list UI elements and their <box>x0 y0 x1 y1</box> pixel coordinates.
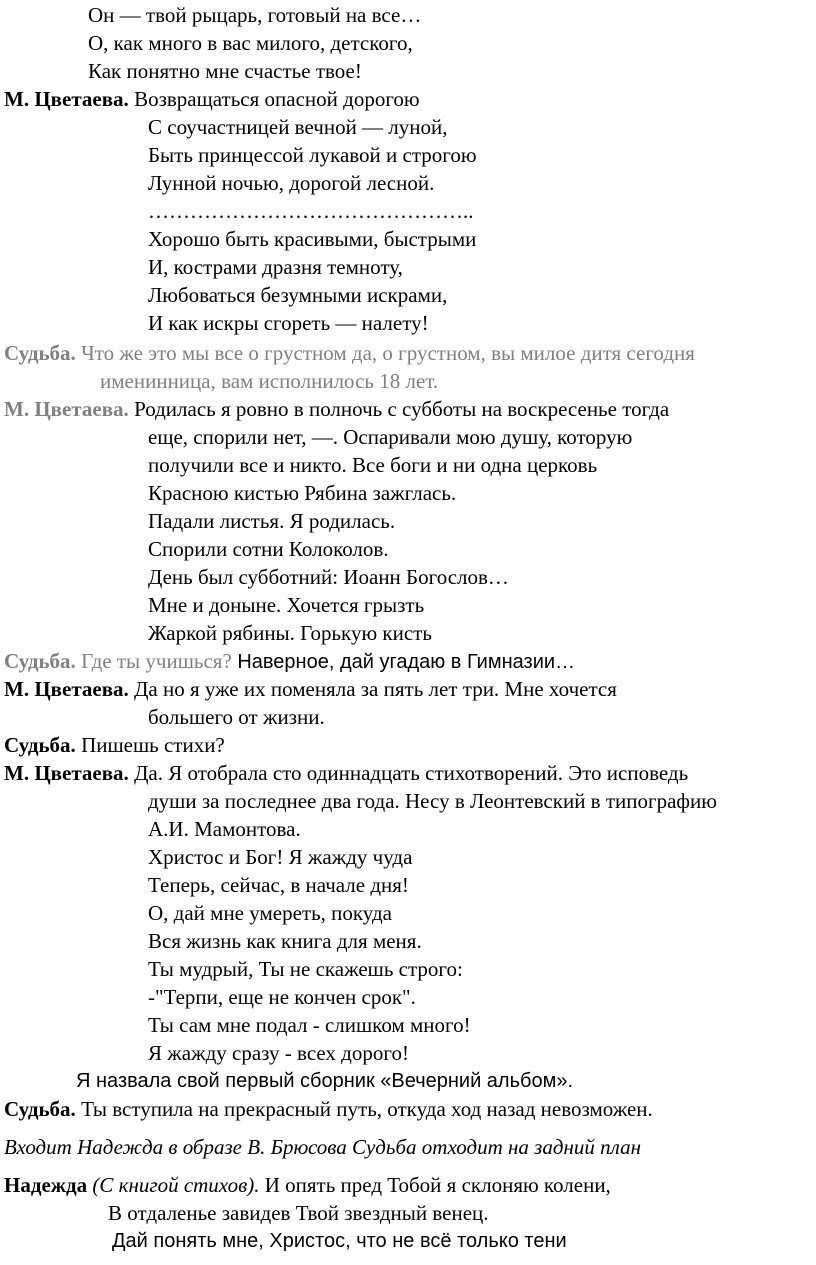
line-text: Я жажду сразу - всех дорого! <box>148 1041 409 1065</box>
speaker-name: Судьба. <box>4 733 76 757</box>
text-line <box>88 2 421 29</box>
text-line <box>148 620 432 647</box>
speaker-name: М. Цветаева. <box>4 761 129 785</box>
text-line <box>88 30 413 57</box>
line-text: Мне и доныне. Хочется грызть <box>148 593 425 617</box>
stage-direction: (С книгой стихов). <box>87 1173 260 1197</box>
line-text: С соучастницей вечной — луной, <box>148 115 448 139</box>
text-line <box>4 86 420 113</box>
line-text: И, кострами дразня темноту, <box>148 255 403 279</box>
text-line <box>148 452 597 479</box>
text-line <box>148 928 422 955</box>
line-text: День был субботний: Иоанн Богослов… <box>148 565 509 589</box>
line-text: И как искры сгореть — налету! <box>148 311 429 335</box>
text-line <box>148 844 412 871</box>
speaker-name: М. Цветаева. <box>4 397 129 421</box>
line-text: Жаркой рябины. Горькую кисть <box>148 621 432 645</box>
line-text: В отдаленье завидев Твой звездный венец. <box>108 1201 489 1225</box>
text-line <box>112 1228 567 1255</box>
line-text: Пишешь стихи? <box>75 733 225 757</box>
line-text: -"Терпи, еще не кончен срок". <box>148 985 416 1009</box>
text-line <box>148 170 434 197</box>
text-line <box>148 900 392 927</box>
line-text: души за последнее два года. Несу в Леонтевский в типографию <box>148 789 717 813</box>
line-text: Где ты учишься? <box>75 649 232 673</box>
line-text: Я назвала свой первый сборник «Вечерний альбом». <box>76 1070 574 1092</box>
line-text: Он — твой рыцарь, готовый на все… <box>88 3 422 27</box>
line-text: Ты вступила на прекрасный путь, откуда ход назад невозможен. <box>75 1097 653 1121</box>
text-line <box>4 676 617 703</box>
line-text: О, как много в вас милого, детского, <box>88 31 413 55</box>
line-text: именинница, вам исполнилось 18 лет. <box>100 369 439 393</box>
text-line <box>148 508 395 535</box>
text-line <box>100 368 438 395</box>
text-line <box>4 1134 641 1161</box>
line-text: Возвращаться опасной дорогою <box>128 87 420 111</box>
line-text: большего от жизни. <box>148 705 325 729</box>
text-line <box>148 788 717 815</box>
text-line <box>4 1096 653 1123</box>
line-text: Да но я уже их поменяла за пять лет три. Мне хочется <box>128 677 617 701</box>
text-line <box>148 592 424 619</box>
speaker-name: Судьба. <box>4 649 76 673</box>
line-text: Да. Я отобрала сто одиннадцать стихотворений. Это исповедь <box>128 761 689 785</box>
line-text: О, дай мне умереть, покуда <box>148 901 392 925</box>
text-line <box>148 872 409 899</box>
text-line <box>4 1172 611 1199</box>
text-line <box>4 340 695 367</box>
line-text: еще, спорили нет, —. Оспаривали мою душу, которую <box>148 425 633 449</box>
text-line <box>148 956 463 983</box>
line-text: А.И. Мамонтова. <box>148 817 301 841</box>
text-line <box>148 282 447 309</box>
speaker-name: Судьба. <box>4 1097 76 1121</box>
text-line <box>148 536 389 563</box>
line-text: Лунной ночью, дорогой лесной. <box>148 171 435 195</box>
text-line <box>148 424 632 451</box>
text-line <box>76 1068 573 1095</box>
line-text: Красною кистью Рябина зажглась. <box>148 481 457 505</box>
line-text: получили все и никто. Все боги и ни одна церковь <box>148 453 598 477</box>
line-text: Вся жизнь как книга для меня. <box>148 929 422 953</box>
speaker-name: Судьба. <box>4 341 76 365</box>
text-line <box>148 198 474 225</box>
text-line <box>148 1040 409 1067</box>
line-text: Теперь, сейчас, в начале дня! <box>148 873 409 897</box>
line-text: Наверное, дай угадаю в Гимназии… <box>231 651 576 673</box>
text-line <box>4 396 669 423</box>
speaker-name: Надежда <box>4 1173 88 1197</box>
line-text: Родилась я ровно в полночь с субботы на воскресенье тогда <box>128 397 670 421</box>
line-text: Спорили сотни Колоколов. <box>148 537 389 561</box>
line-text: Хорошо быть красивыми, быстрыми <box>148 227 477 251</box>
text-line <box>4 760 688 787</box>
text-line <box>148 142 477 169</box>
text-line <box>148 480 456 507</box>
speaker-name: М. Цветаева. <box>4 677 129 701</box>
text-line <box>148 1012 471 1039</box>
text-line <box>108 1200 489 1227</box>
line-text: Дай понять мне, Христос, что не всё только тени <box>112 1230 567 1252</box>
stage-direction: Входит Надежда в образе В. Брюсова Судьба отходит на задний план <box>4 1135 641 1159</box>
text-line <box>88 58 362 85</box>
line-text: Ты мудрый, Ты не скажешь строго: <box>148 957 463 981</box>
text-line <box>148 564 509 591</box>
line-text: Любоваться безумными искрами, <box>148 283 448 307</box>
text-line <box>4 732 225 759</box>
text-line <box>148 310 429 337</box>
text-line <box>148 704 325 731</box>
line-text: Что же это мы все о грустном да, о грустном, вы милое дитя сегодня <box>75 341 695 365</box>
line-text: И опять пред Тобой я склоняю колени, <box>259 1173 611 1197</box>
speaker-name: М. Цветаева. <box>4 87 129 111</box>
text-line <box>148 114 448 141</box>
line-text: Христос и Бог! Я жажду чуда <box>148 845 413 869</box>
line-text: Ты сам мне подал - слишком много! <box>148 1013 471 1037</box>
line-text: Быть принцессой лукавой и строгою <box>148 143 477 167</box>
line-text: Падали листья. Я родилась. <box>148 509 396 533</box>
text-line <box>148 254 403 281</box>
text-line <box>148 984 416 1011</box>
line-text: ……………………………………….. <box>148 199 474 223</box>
text-line <box>148 816 301 843</box>
text-line <box>4 648 575 676</box>
text-line <box>148 226 476 253</box>
line-text: Как понятно мне счастье твое! <box>88 59 362 83</box>
